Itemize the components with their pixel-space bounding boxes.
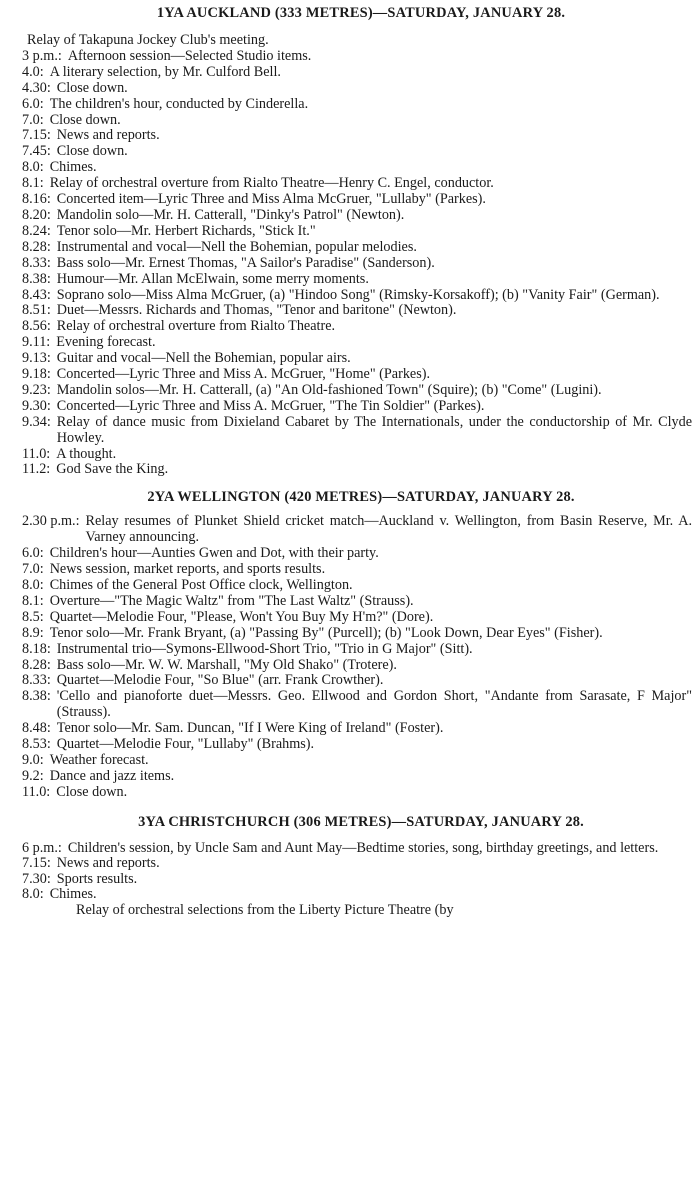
programme-entry <box>22 192 692 208</box>
section-heading: 2YA WELLINGTON (420 METRES)—SATURDAY, JANUARY 28. <box>147 489 575 506</box>
entry-time: 3 p.m.: <box>22 47 62 64</box>
entry-time: 8.18: <box>22 640 51 657</box>
programme-entry <box>22 128 692 144</box>
programme-entry <box>22 224 692 240</box>
section-2ya-wellington <box>22 483 692 800</box>
programme-entry <box>22 256 692 272</box>
entry-time: 8.20: <box>22 206 51 223</box>
programme-entry <box>22 176 692 192</box>
entry-text: Concerted item—Lyric Three and Miss Alma McGruer, "Lullaby" (Parkes). <box>56 191 486 208</box>
entry-text: Relay of orchestral overture from Rialto Theatre—Henry C. Engel, conductor. <box>49 175 494 192</box>
programme-entry <box>22 785 692 801</box>
programme-entry <box>22 856 692 872</box>
entry-time: 9.13: <box>22 350 51 367</box>
section-heading: 3YA CHRISTCHURCH (306 METRES)—SATURDAY, JANUARY 28. <box>138 813 584 830</box>
entry-time: 9.23: <box>22 381 51 398</box>
entry-time: 7.0: <box>22 561 44 578</box>
programme-list <box>22 49 692 478</box>
programme-entry <box>22 319 692 335</box>
entry-text: A literary selection, by Mr. Culford Bell. <box>49 63 281 80</box>
entry-text: A thought. <box>56 445 117 462</box>
programme-entry <box>22 658 692 674</box>
entry-time: 9.34: <box>22 413 51 430</box>
programme-entry <box>22 673 692 689</box>
entry-text: Bass solo—Mr. W. W. Marshall, "My Old Shako" (Trotere). <box>56 656 397 673</box>
entry-time: 4.0: <box>22 63 44 80</box>
programme-entry <box>22 562 692 578</box>
entry-text: Chimes. <box>49 159 97 176</box>
entry-text: Dance and jazz items. <box>49 767 175 784</box>
entry-text: Children's hour—Aunties Gwen and Dot, with their party. <box>49 545 379 562</box>
entry-time: 8.56: <box>22 318 51 335</box>
entry-time: 7.30: <box>22 870 51 887</box>
entry-text: Instrumental trio—Symons-Ellwood-Short Trio, "Trio in G Major" (Sitt). <box>56 640 473 657</box>
entry-time: 11.0: <box>22 445 51 462</box>
programme-entry <box>22 903 692 919</box>
entry-text: News session, market reports, and sports results. <box>49 561 326 578</box>
entry-time: 8.9: <box>22 624 44 641</box>
entry-text: Chimes. <box>49 886 97 903</box>
programme-entry <box>22 721 692 737</box>
entry-time: 8.24: <box>22 222 51 239</box>
entry-time: 9.11: <box>22 334 51 351</box>
entry-time: 8.48: <box>22 720 51 737</box>
entry-text: Tenor solo—Mr. Herbert Richards, "Stick It." <box>56 222 316 239</box>
entry-text: Relay of dance music from Dixieland Cabaret by The Internationals, under the conductorship of Mr. Clyde Howley. <box>56 413 692 446</box>
entry-time: 6.0: <box>22 95 44 112</box>
programme-entry <box>22 626 692 642</box>
entry-time: 8.0: <box>22 577 44 593</box>
programme-entry <box>22 208 692 224</box>
programme-entry <box>22 610 692 626</box>
programme-list <box>22 514 692 800</box>
programme-entry <box>22 737 692 753</box>
programme-entry <box>22 872 692 888</box>
section-heading: 1YA AUCKLAND (333 METRES)—SATURDAY, JANUARY 28. <box>156 5 566 21</box>
entry-text: News and reports. <box>56 127 160 144</box>
entry-text: Close down. <box>56 79 128 96</box>
entry-text: Humour—Mr. Allan McElwain, some merry moments. <box>56 270 369 287</box>
entry-time: 7.15: <box>22 855 51 872</box>
entry-text: Relay resumes of Plunket Shield cricket match—Auckland v. Wellington, from Basin Reserve, Mr. A. Varney announcing. <box>85 513 692 546</box>
entry-text: 'Cello and pianoforte duet—Messrs. Geo. Ellwood and Gordon Short, "Andante from Sarasate, F Major" (Strauss). <box>56 688 692 721</box>
entry-time: 8.51: <box>22 302 51 319</box>
entry-time: 8.5: <box>22 608 44 625</box>
programme-entry <box>22 887 692 903</box>
entry-text: The children's hour, conducted by Cinderella. <box>49 95 309 112</box>
programme-entry <box>22 399 692 415</box>
entry-time: 8.1: <box>22 175 44 192</box>
entry-text: Close down. <box>49 111 121 128</box>
programme-entry <box>22 689 692 721</box>
entry-text: Mandolin solo—Mr. H. Catterall, "Dinky's Patrol" (Newton). <box>56 206 405 223</box>
programme-entry <box>22 769 692 785</box>
programme-entry <box>22 49 692 65</box>
entry-text: Quartet—Melodie Four, "So Blue" (arr. Frank Crowther). <box>56 672 384 689</box>
entry-text: Tenor solo—Mr. Sam. Duncan, "If I Were King of Ireland" (Foster). <box>56 720 444 737</box>
entry-text: Concerted—Lyric Three and Miss A. McGruer, "Home" (Parkes). <box>56 366 431 383</box>
entry-text: Close down. <box>56 783 128 800</box>
entry-time: 2.30 p.m.: <box>22 513 80 530</box>
entry-time: 8.16: <box>22 191 51 208</box>
programme-entry <box>22 753 692 769</box>
entry-time: 8.38: <box>22 270 51 287</box>
programme-entry <box>22 841 692 857</box>
entry-text: Concerted—Lyric Three and Miss A. McGruer, "The Tin Soldier" (Parkes). <box>56 397 485 414</box>
programme-entry <box>22 113 692 129</box>
programme-entry <box>22 642 692 658</box>
programme-entry <box>22 81 692 97</box>
programme-entry <box>22 351 692 367</box>
entry-text: Weather forecast. <box>49 751 149 768</box>
entry-time: 7.15: <box>22 127 51 144</box>
entry-text: Mandolin solos—Mr. H. Catterall, (a) "An Old-fashioned Town" (Squire); (b) "Come" (Lugini). <box>56 381 602 398</box>
entry-time: 8.53: <box>22 736 51 753</box>
entry-time: 7.0: <box>22 111 44 128</box>
entry-time: 9.30: <box>22 397 51 414</box>
section-intro: Relay of Takapuna Jockey Club's meeting. <box>27 32 269 48</box>
section-3ya-christchurch <box>22 807 692 919</box>
entry-time: 8.38: <box>22 688 51 705</box>
programme-entry <box>22 288 692 304</box>
programme-entry <box>22 272 692 288</box>
entry-time: 7.45: <box>22 143 51 160</box>
programme-entry <box>22 383 692 399</box>
entry-time: 8.0: <box>22 159 44 176</box>
entry-time: 11.2: <box>22 461 51 478</box>
entry-text: Afternoon session—Selected Studio items. <box>67 47 312 64</box>
programme-entry <box>22 97 692 113</box>
section-1ya-auckland <box>22 0 692 478</box>
programme-entry <box>22 303 692 319</box>
entry-time: 9.0: <box>22 751 44 768</box>
entry-text: News and reports. <box>56 855 160 872</box>
entry-text: Sports results. <box>56 870 138 887</box>
entry-text: Overture—"The Magic Waltz" from "The Last Waltz" (Strauss). <box>49 592 414 609</box>
entry-time: 8.28: <box>22 238 51 255</box>
entry-text: Close down. <box>56 143 128 160</box>
entry-time: 9.18: <box>22 366 51 383</box>
entry-text: Relay of orchestral selections from the Liberty Picture Theatre (by <box>76 902 454 919</box>
entry-time: 8.1: <box>22 592 44 609</box>
programme-entry <box>22 160 692 176</box>
programme-entry <box>22 546 692 562</box>
programme-entry <box>22 240 692 256</box>
entry-text: Chimes of the General Post Office clock, Wellington. <box>49 577 353 593</box>
entry-time: 11.0: <box>22 783 51 800</box>
programme-entry <box>22 65 692 81</box>
programme-entry <box>22 462 692 478</box>
entry-time: 9.2: <box>22 767 44 784</box>
entry-text: God Save the King. <box>56 461 169 478</box>
programme-entry <box>22 514 692 546</box>
entry-text: Evening forecast. <box>56 334 156 351</box>
entry-time: 4.30: <box>22 79 51 96</box>
entry-text: Relay of orchestral overture from Rialto Theatre. <box>56 318 336 335</box>
entry-time: 8.43: <box>22 286 51 303</box>
entry-text: Tenor solo—Mr. Frank Bryant, (a) "Passing By" (Purcell); (b) "Look Down, Dear Eyes" (Fisher). <box>49 624 603 641</box>
entry-time: 8.33: <box>22 254 51 271</box>
programme-entry <box>22 415 692 447</box>
programme-entry <box>22 447 692 463</box>
entry-text: Soprano solo—Miss Alma McGruer, (a) "Hindoo Song" (Rimsky-Korsakoff); (b) "Vanity Fair" (German). <box>56 286 660 303</box>
programme-entry <box>22 144 692 160</box>
programme-list <box>22 841 692 919</box>
entry-text: Bass solo—Mr. Ernest Thomas, "A Sailor's Paradise" (Sanderson). <box>56 254 435 271</box>
entry-text: Quartet—Melodie Four, "Lullaby" (Brahms). <box>56 736 315 753</box>
entry-time: 8.0: <box>22 886 44 903</box>
entry-time: 8.33: <box>22 672 51 689</box>
entry-text: Duet—Messrs. Richards and Thomas, "Tenor and baritone" (Newton). <box>56 302 457 319</box>
entry-text: Guitar and vocal—Nell the Bohemian, popular airs. <box>56 350 351 367</box>
programme-entry <box>22 578 692 594</box>
programme-entry <box>22 367 692 383</box>
entry-text: Instrumental and vocal—Nell the Bohemian, popular melodies. <box>56 238 417 255</box>
programme-entry <box>22 594 692 610</box>
entry-time: 6.0: <box>22 545 44 562</box>
entry-text: Quartet—Melodie Four, "Please, Won't You Buy My H'm?" (Dore). <box>49 608 434 625</box>
programme-entry <box>22 335 692 351</box>
entry-time <box>22 903 76 919</box>
entry-time: 6 p.m.: <box>22 839 62 856</box>
entry-text: Children's session, by Uncle Sam and Aunt May—Bedtime stories, song, birthday greetings, and letters. <box>67 839 659 856</box>
entry-time: 8.28: <box>22 656 51 673</box>
